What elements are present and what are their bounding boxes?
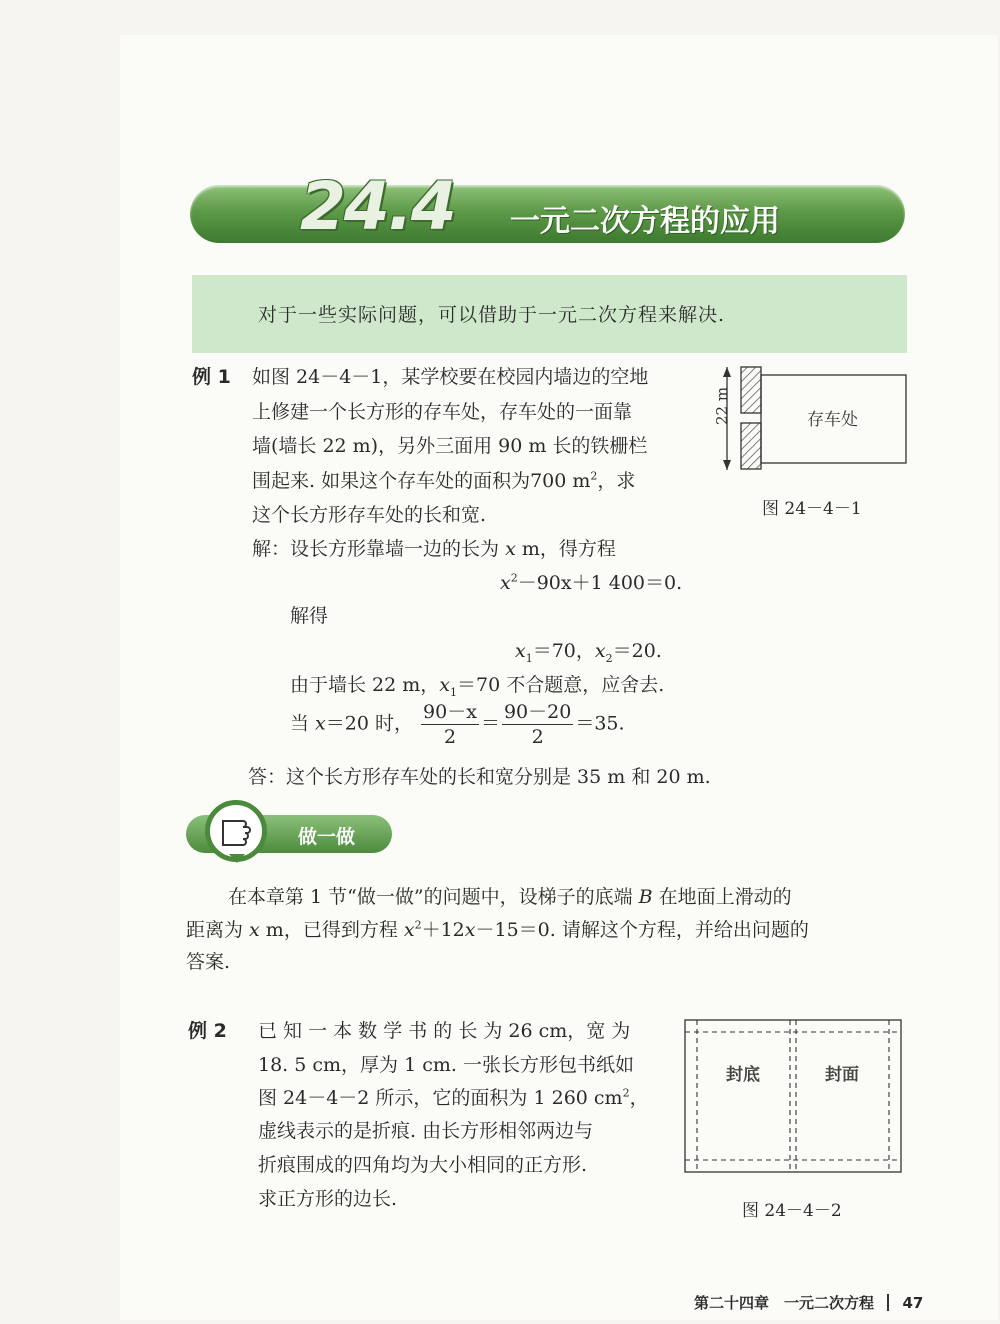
wall-segment xyxy=(741,367,761,413)
wall-segment xyxy=(741,423,761,469)
solve-label: 解得 xyxy=(290,605,329,627)
answer-line: 答：这个长方形存车处的长和宽分别是 35 m 和 20 m. xyxy=(248,766,711,788)
section-number: 24.4 xyxy=(300,168,455,245)
when-line: 当 x＝20 时， $\frac{90-x}{2}$ ＝ $\frac{90-20}{2}$ ＝35. xyxy=(290,701,625,748)
figure-caption: 图 24－4－1 xyxy=(762,499,862,519)
zuo-pointer xyxy=(229,854,245,863)
equation: $x^2-90x+1$ 400＝0. xyxy=(500,571,683,594)
area-label: 存车处 xyxy=(807,410,858,430)
side-label: 22 m xyxy=(713,386,731,425)
intro-text: 对于一些实际问题，可以借助于一元二次方程来解决. xyxy=(258,304,726,326)
reject-line: 由于墙长 22 m，$x_1=70$ 不合题意，应舍去. xyxy=(290,674,665,699)
page-footer xyxy=(694,1292,923,1313)
zuo-line: 在本章第 1 节“做一做”的问题中，设梯子的底端 B 在地面上滑动的 xyxy=(228,886,792,908)
page-number: 47 xyxy=(902,1294,924,1312)
zuo-badge xyxy=(205,800,267,862)
example1-line: 如图 24－4－1，某学校要在校园内墙边的空地 xyxy=(252,366,649,388)
arrow-up-icon xyxy=(723,367,731,377)
example2-line: 虚线表示的是折痕. 由长方形相邻两边与 xyxy=(258,1120,594,1142)
front-cover-label: 封面 xyxy=(825,1065,859,1085)
example1-line: 墙(墙长 22 m)，另外三面用 90 m 长的铁栅栏 xyxy=(252,435,648,457)
arrow-down-icon xyxy=(723,460,731,470)
solution-intro: 解：设长方形靠墙一边的长为 x m，得方程 xyxy=(252,538,616,560)
roots: $x_1=70$，$x_2=20$. xyxy=(515,640,662,665)
example2-line: 已 知 一 本 数 学 书 的 长 为 26 cm，宽 为 xyxy=(258,1020,631,1042)
hand-icon xyxy=(210,805,262,857)
example2-line: 折痕围成的四角均为大小相同的正方形. xyxy=(258,1154,588,1176)
wrapping-paper xyxy=(685,1020,901,1172)
zuo-label: 做一做 xyxy=(298,826,356,848)
footer-divider xyxy=(887,1294,889,1311)
example2-line: 求正方形的边长. xyxy=(258,1188,398,1210)
fraction: $\frac{90-x}{2}$ xyxy=(423,701,477,748)
example1-label: 例 1 xyxy=(192,366,231,388)
example1-line: 这个长方形存车处的长和宽. xyxy=(252,504,487,526)
example2-line: 图 24－4－2 所示，它的面积为 1 260 $cm^2$， xyxy=(258,1086,649,1109)
figure-24-4-1 xyxy=(715,365,915,480)
figure-caption: 图 24－4－2 xyxy=(742,1201,842,1221)
zuo-line: 答案. xyxy=(186,951,231,973)
section-title: 一元二次方程的应用 xyxy=(510,204,780,239)
zuo-line: 距离为 x m，已得到方程 $x^2+12x-15=0$. 请解这个方程，并给出问题的 xyxy=(186,918,809,941)
example1-line: 上修建一个长方形的存车处，存车处的一面靠 xyxy=(252,401,633,423)
chapter-title: 第二十四章 一元二次方程 xyxy=(694,1294,875,1312)
example2-line: 18. 5 cm，厚为 1 cm. 一张长方形包书纸如 xyxy=(258,1054,634,1076)
intro-box xyxy=(192,275,907,353)
back-cover-label: 封底 xyxy=(726,1065,760,1085)
fraction: $\frac{90-20}{2}$ xyxy=(503,701,572,748)
figure-24-4-2 xyxy=(684,1018,904,1176)
example2-label: 例 2 xyxy=(188,1020,227,1042)
example1-line: 围起来. 如果这个存车处的面积为700 $m^2$，求 xyxy=(252,469,636,492)
